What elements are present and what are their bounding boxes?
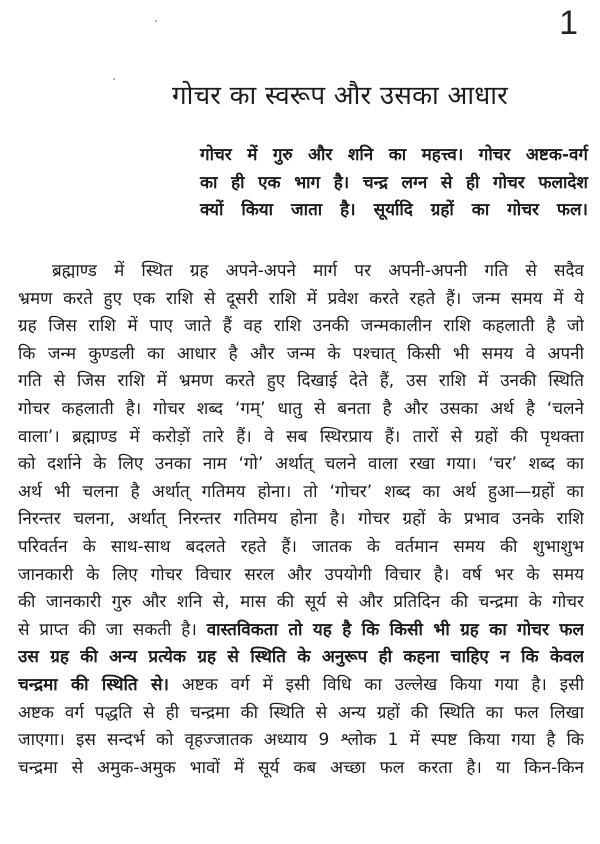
body-line [18, 589, 584, 617]
body-line [18, 755, 584, 783]
chapter-title: गोचर का स्वरूप और उसका आधार [172, 81, 508, 111]
body-paragraph [18, 258, 584, 782]
body-line [18, 562, 584, 590]
page-number: 1 [559, 4, 578, 42]
body-line [18, 451, 584, 479]
text-run: अष्टक वर्ग में इसी विधि का उल्लेख किया गया है। इसी [168, 674, 584, 695]
text-run: गोचर कहलाती है। गोचर शब्द ‘गम्’ धातु से बनता है और उसका अर्थ है ‘चलने [18, 398, 584, 419]
body-line [18, 341, 584, 369]
body-line [18, 506, 584, 534]
emphasized-text: वास्तविकता तो यह है कि किसी भी ग्रह का गोचर फल [206, 619, 584, 640]
emphasized-text: चन्द्रमा की स्थिति से। [18, 674, 169, 695]
text-run: अर्थ भी चलना है अर्थात् गतिमय होना। तो ‘गोचर’ शब्द का अर्थ हुआ—ग्रहों का [18, 481, 584, 502]
body-line [18, 396, 584, 424]
body-line [18, 644, 584, 672]
summary-line: का ही एक भाग है। चन्द्र लग्न से ही गोचर फलादेश [200, 172, 588, 193]
text-run: गति से जिस राशि में भ्रमण करते हुए दिखाई देते हैं, उस राशि में उनकी स्थिति [18, 371, 584, 392]
text-run: भ्रमण करते हुए एक राशि से दूसरी राशि में प्रवेश करते रहते हैं। जन्म समय में ये [18, 288, 584, 309]
text-run: परिवर्तन के साथ-साथ बदलते रहते हैं। जातक के वर्तमान समय की शुभाशुभ [18, 536, 584, 557]
text-run: से प्राप्त की जा सकती है। [18, 619, 207, 640]
text-run: की जानकारी गुरु और शनि से, मास की सूर्य से और प्रतिदिन की चन्द्रमा के गोचर [18, 592, 584, 613]
body-line [18, 424, 584, 452]
summary-line: गोचर में गुरु और शनि का महत्त्व। गोचर अष्टक-वर्ग [200, 145, 588, 165]
text-run: ब्रह्माण्ड में स्थित ग्रह अपने-अपने मार्ग पर अपनी-अपनी गति से सदैव [52, 261, 584, 281]
body-line [18, 368, 584, 396]
scan-speck [155, 20, 157, 22]
summary-line: क्यों किया जाता है। सूर्यादि ग्रहों का गोचर फल। [200, 200, 588, 220]
body-line [18, 727, 584, 755]
scan-speck [113, 78, 115, 80]
text-run: ग्रह जिस राशि में पाए जाते हैं वह राशि उनकी जन्मकालीन राशि कहलाती है जो [18, 316, 584, 337]
body-line [18, 479, 584, 507]
body-line [18, 313, 584, 341]
text-run: जाएगा। इस सन्दर्भ को वृहज्जातक अध्याय 9 श्लोक 1 में स्पष्ट किया गया है कि [18, 730, 584, 751]
text-run: वाला’। ब्रह्माण्ड में करोड़ों तारे हैं। वे सब स्थिरप्राय हैं। तारों से ग्रहों की पृथक्ता [18, 426, 584, 447]
text-run: अष्टक वर्ग पद्धति से ही चन्द्रमा की स्थिति से अन्य ग्रहों की स्थिति का फल लिखा [18, 702, 584, 723]
chapter-summary [200, 142, 588, 225]
text-run: चन्द्रमा से अमुक-अमुक भावों में सूर्य कब अच्छा फल करता है। या किन-किन [18, 757, 584, 778]
text-run: निरन्तर चलना, अर्थात् निरन्तर गतिमय होना है। गोचर ग्रहों के प्रभाव उनके राशि [18, 509, 584, 530]
body-line [18, 534, 584, 562]
body-line [18, 617, 584, 645]
text-run: कि जन्म कुण्डली का आधार है और जन्म के पश्चात् किसी भी समय वे अपनी [18, 343, 584, 364]
body-line [18, 286, 584, 314]
text-run: को दर्शाने के लिए उनका नाम ‘गो’ अर्थात् चलने वाला रखा गया। ‘चर’ शब्द का [18, 454, 584, 475]
body-line [18, 672, 584, 700]
body-line [18, 700, 584, 728]
text-run: जानकारी के लिए गोचर विचार सरल और उपयोगी विचार है। वर्ष भर के समय [18, 564, 584, 585]
emphasized-text: उस ग्रह की अन्य प्रत्येक ग्रह से स्थिति के अनुरूप ही कहना चाहिए न कि केवल [18, 647, 584, 668]
body-line [18, 258, 584, 286]
